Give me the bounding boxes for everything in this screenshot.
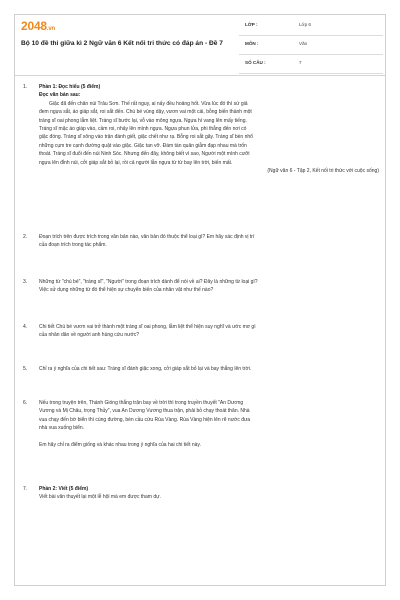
question-line: của đoạn trích trong tác phẩm. bbox=[39, 242, 107, 249]
question-body bbox=[39, 323, 379, 340]
question-body bbox=[39, 399, 379, 449]
passage-line: ngựa lên đỉnh núi, cởi giáp sắt bỏ lại, rồi cả người lẫn ngựa từ từ bay lên trời, biến mất. bbox=[39, 159, 233, 166]
logo-tld: .vn bbox=[46, 26, 55, 32]
question-line: nhà vua xuống biển. bbox=[39, 425, 85, 432]
question-line: Nếu trong truyện trên, Thánh Gióng thắng trận bay về trời thì trong truyền thuyết "An Dương bbox=[39, 400, 244, 406]
question-body bbox=[39, 83, 379, 175]
passage-line: giặc đóng. Tráng sĩ xông vào trận đánh giết, giặc chết như rạ. Bỗng roi sắt gãy. Tráng sĩ bèn nhổ bbox=[39, 134, 253, 141]
question-line: của nhân dân về người anh hùng cứu nước? bbox=[39, 332, 139, 339]
question-line: Việc sử dụng những từ đó thể hiện sự chuyển biến của nhân vật như thế nào? bbox=[39, 287, 214, 294]
question-line: Viết bài văn thuyết lại một lễ hội mà em được tham dự. bbox=[39, 494, 161, 501]
document-title: Bộ 10 đề thi giữa kì 2 Ngữ văn 6 Kết nối tri thức có đáp án - Đề 7 bbox=[21, 40, 223, 47]
meta-row-class bbox=[239, 17, 383, 36]
passage-source: (Ngữ văn 6 - Tập 2, Kết nối tri thức với cuộc sống) bbox=[267, 168, 379, 175]
logo-main: 2048 bbox=[21, 19, 47, 33]
question-line: Chi tiết Chú bé vươn vai trở thành một tráng sĩ oai phong, lẫm liệt thể hiện suy nghĩ và ước mơ gì bbox=[39, 324, 256, 330]
question-line: vua chạy đến bờ biển thì cùng đường, bèn cầu cứu Rùa Vàng. Rùa Vàng hiện lên rẽ nước đưa bbox=[39, 416, 251, 423]
meta-value: Lớp 6 bbox=[299, 22, 311, 27]
question-number: 2. bbox=[23, 234, 28, 240]
question-body bbox=[39, 233, 379, 250]
question-number: 4. bbox=[23, 324, 28, 330]
meta-row-subject bbox=[239, 36, 383, 55]
meta-table bbox=[239, 17, 383, 74]
passage-line: Giặc đã đến chân núi Trâu Sơn. Thế rất nguy, ai nấy đều hoảng hốt. Vừa lúc đó thì sứ giả bbox=[49, 100, 248, 107]
passage-line: những cụm tre cạnh đường quật vào giặc. Giặc tan vỡ. Đám tàn quân giẫm đạp nhau mà trốn bbox=[39, 142, 247, 149]
question-number: 1. bbox=[23, 84, 28, 90]
question-line: Vương và Mị Châu, trọng Thủy", vua An Dương Vương thua trận, phải bỏ chạy thoát thân. Nhà bbox=[39, 408, 250, 415]
passage-line: thoát. Tráng sĩ đuổi đến núi Ninh Sóc. Nhưng đến đây, không biết vì sao, Người một mình cưỡi bbox=[39, 151, 250, 158]
site-logo[interactable] bbox=[21, 19, 55, 33]
question-body bbox=[39, 365, 379, 373]
meta-label: LỚP : bbox=[245, 22, 258, 27]
question-line: Chỉ ra ý nghĩa của chi tiết sau: Tráng sĩ đánh giặc xong, cởi giáp sắt bỏ lại và bay thẳng lên trời. bbox=[39, 366, 252, 372]
question-body bbox=[39, 278, 379, 295]
question-line: Những từ "chú bé", "tráng sĩ", "Người" trong đoạn trích dành để nói về ai? Đây là những từ loại gì? bbox=[39, 279, 258, 285]
meta-row-count bbox=[239, 55, 383, 74]
question-body bbox=[39, 485, 379, 502]
passage-line: tráng sĩ oai phong lẫm liệt. Tráng sĩ bước lại, vỗ vào mông ngựa. Ngựa hí vang lên mấy tiếng. bbox=[39, 117, 247, 124]
exam-sheet bbox=[14, 14, 386, 586]
section-heading: Phần 1: Đọc hiểu (5 điểm) bbox=[39, 84, 101, 90]
meta-label: SỐ CÂU : bbox=[245, 60, 266, 65]
question-number: 5. bbox=[23, 366, 28, 372]
passage-line: đem ngựa sắt, áo giáp sắt, roi sắt đến. Chú bé vùng dậy, vươn vai một cái, bỗng biến thành một bbox=[39, 109, 252, 116]
meta-value: 7 bbox=[299, 60, 302, 65]
passage-line: Tráng sĩ mặc áo giáp vào, cầm roi, nhảy lên mình ngựa. Ngựa phun lửa, phi thẳng đến nơi có bbox=[39, 126, 247, 133]
question-followup: Em hãy chỉ ra điểm giống và khác nhau trong ý nghĩa của hai chi tiết này. bbox=[39, 441, 201, 448]
meta-label: MÔN : bbox=[245, 41, 259, 46]
question-number: 3. bbox=[23, 279, 28, 285]
reading-prompt: Đọc văn bản sau: bbox=[39, 92, 81, 99]
question-number: 7. bbox=[23, 486, 28, 492]
header-divider bbox=[15, 75, 385, 76]
question-number: 6. bbox=[23, 400, 28, 406]
header bbox=[15, 15, 385, 75]
meta-value: Văn bbox=[299, 41, 308, 46]
section-heading: Phần 2: Viết (5 điểm) bbox=[39, 486, 89, 492]
question-line: Đoạn trích trên được trích trong văn bản nào, văn bản đó thuộc thể loại gì? Em hãy xác định vị trí bbox=[39, 234, 255, 240]
